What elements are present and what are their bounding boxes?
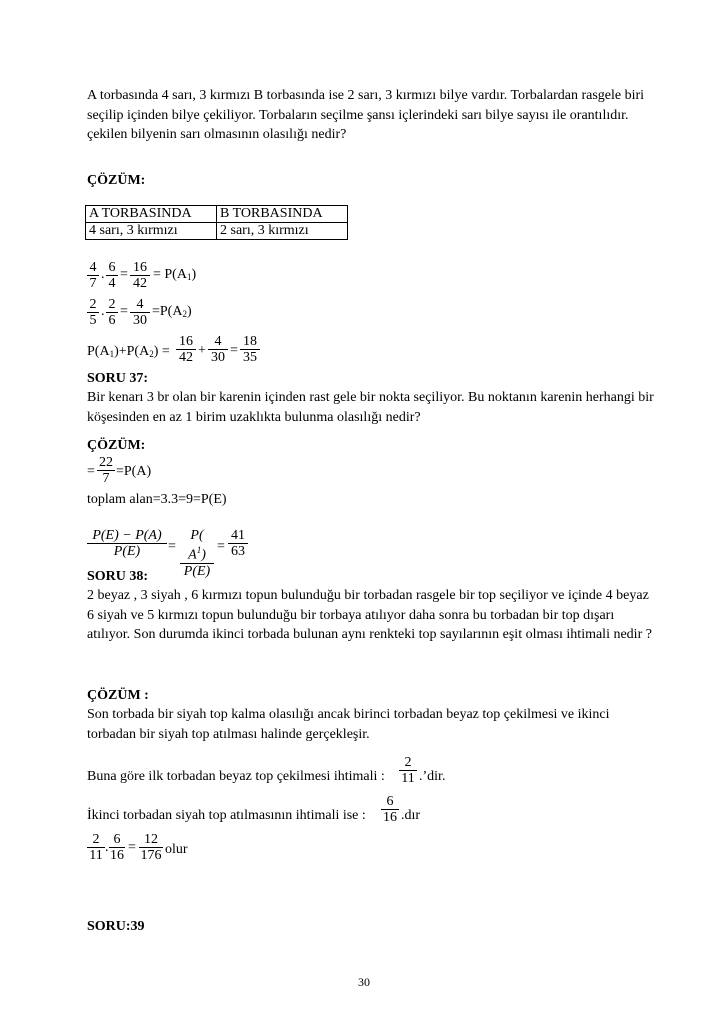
table-cell-b: 2 sarı, 3 kırmızı bbox=[217, 223, 348, 240]
q38-line2-frac: $\frac{6}{16}$ bbox=[383, 794, 397, 825]
q38-frac-3: $\frac{12}{176}$ bbox=[140, 832, 162, 863]
q38-line2: İkinci torbadan siyah top atılmasının ihtimali ise : bbox=[87, 808, 366, 823]
table-header-b: B TORBASINDA bbox=[217, 206, 348, 223]
q38-solution-text: Son torbada bir siyah top kalma olasılığı ancak birinci torbadan beyaz top çekilmesi ve ikinci torbadan bir siyah top atılması halinde gerçekleşir. bbox=[87, 707, 610, 742]
eq2-frac-3: $\frac{4}{30}$ bbox=[130, 297, 150, 328]
q38-solution-heading: ÇÖZÜM : bbox=[87, 688, 149, 703]
q37-total-area: toplam alan=3.3=9=P(E) bbox=[87, 492, 227, 507]
q38-text: 2 beyaz , 3 siyah , 6 kırmızı topun bulunduğu bir torbadan rasgele bir top seçiliyor ve içinde 4 beyaz 6 siyah ve 5 kırmızı topun bulunduğu bir torbaya atılıyor daha sonra bu torbadan bir top dışarı atılıyor. Son durumda ikinci torbada bulunan aynı renkteki top sayılarının eşit olması ihtimali nedir ? bbox=[87, 588, 652, 642]
table-header-a: A TORBASINDA bbox=[86, 206, 217, 223]
q38-line1-end: .’dir. bbox=[419, 769, 446, 784]
eq1-frac-3: $\frac{16}{42}$ bbox=[130, 260, 150, 291]
eq3-frac-2: $\frac{4}{30}$ bbox=[208, 334, 228, 365]
q37-pa-frac: $\frac{22}{7}$ bbox=[99, 455, 113, 486]
q38-frac-2: $\frac{6}{16}$ bbox=[110, 832, 124, 863]
q37-pa-rhs: =P(A) bbox=[116, 464, 152, 479]
page-number: 30 bbox=[358, 975, 370, 989]
q38-frac-1: $\frac{2}{11}$ bbox=[87, 832, 105, 863]
q37-big-frac: $\frac{P(E) - P(A)}{P(E)}$ bbox=[87, 528, 167, 559]
eq2-rhs: $=P(A_2)$ bbox=[152, 304, 192, 319]
eq2-frac-2: $\frac{2}{6}$ bbox=[106, 297, 118, 328]
q39-title: SORU:39 bbox=[87, 919, 145, 934]
q37-mid-frac: $\frac{P( A^1)}{P(E)}$ bbox=[180, 528, 214, 579]
eq3-frac-1: $\frac{16}{42}$ bbox=[176, 334, 196, 365]
q37-result-frac: $\frac{41}{63}$ bbox=[228, 528, 248, 559]
eq3-lhs: $P(A_1)+P(A_2)$ = bbox=[87, 344, 170, 359]
intro-problem-text: A torbasında 4 sarı, 3 kırmızı B torbasında ise 2 sarı, 3 kırmızı bilye vardır. Torbalardan rasgele biri seçilip içinden bilye çekiliyor. Torbaların seçilme şansı içlerindeki sarı bilye sayısı ile orantılıdır. çekilen bilyenin sarı olmasının olasılığı nedir? bbox=[87, 88, 645, 142]
q38-line1: Buna göre ilk torbadan beyaz top çekilmesi ihtimali : bbox=[87, 769, 385, 784]
eq2-frac-1: $\frac{2}{5}$ bbox=[87, 297, 99, 328]
q37-eq-sign: = bbox=[87, 464, 95, 479]
eq1-rhs: = $P(A_1)$ bbox=[153, 267, 197, 282]
table-cell-a: 4 sarı, 3 kırmızı bbox=[86, 223, 217, 240]
bag-table bbox=[85, 205, 348, 240]
q37-text: Bir kenarı 3 br olan bir karenin içinden rast gele bir nokta seçiliyor. Bu noktanın karenin herhangi bir köşesinden en az 1 birim uzaklıkta bulunma olasılığı nedir? bbox=[87, 390, 654, 425]
eq1-frac-1: $\frac{4}{7}$ bbox=[87, 260, 99, 291]
q37-title: SORU 37: bbox=[87, 371, 149, 386]
q38-line1-frac: $\frac{2}{11}$ bbox=[399, 755, 417, 786]
q37-solution-heading: ÇÖZÜM: bbox=[87, 438, 146, 453]
q38-title: SORU 38: bbox=[87, 569, 149, 584]
q38-result-word: olur bbox=[165, 842, 188, 857]
solution-heading: ÇÖZÜM: bbox=[87, 173, 146, 188]
eq1-frac-2: $\frac{6}{4}$ bbox=[106, 260, 118, 291]
eq3-frac-3: $\frac{18}{35}$ bbox=[240, 334, 260, 365]
q38-line2-end: .dır bbox=[401, 808, 421, 823]
